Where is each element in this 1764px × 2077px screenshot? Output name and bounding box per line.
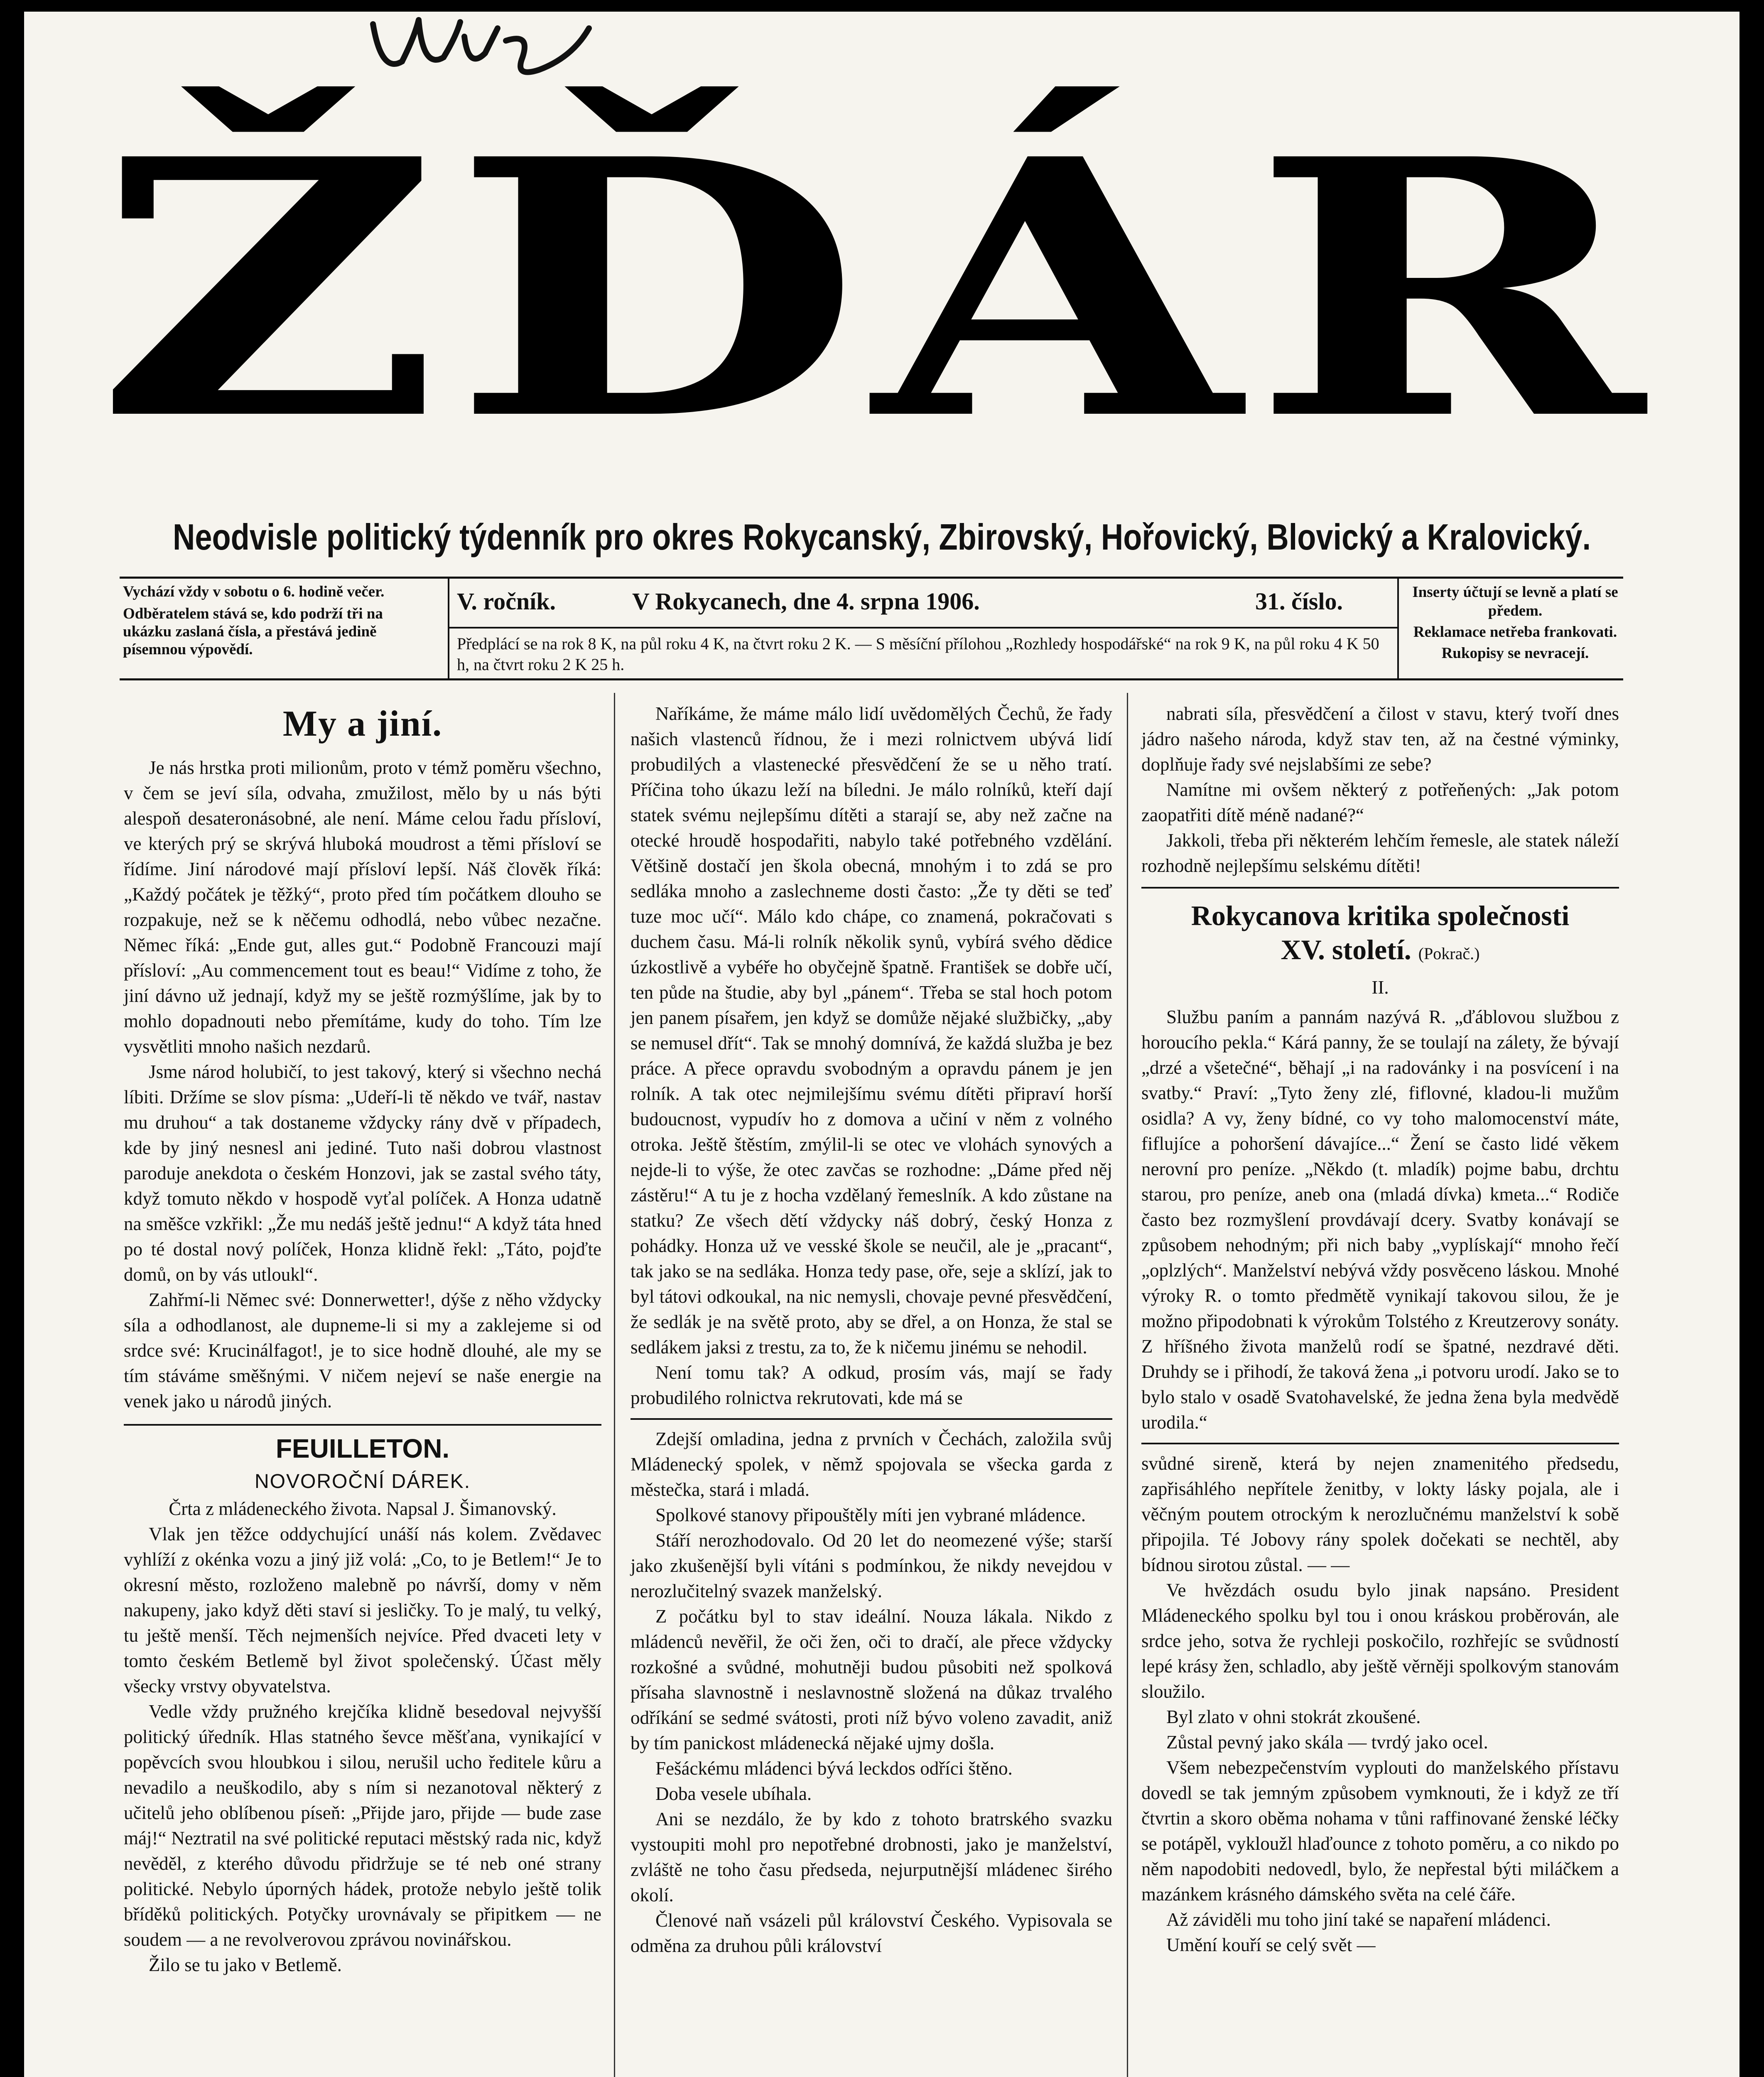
publication-terms	[120, 579, 435, 678]
column-3	[1141, 701, 1619, 1958]
paragraph: Fešáckému mládenci bývá leckdos odříci štěno.	[655, 1758, 1013, 1779]
paragraph: nabrati síla, přesvědčení a čilost v stavu, který tvoří dnes jádro našeho národa, když stav ten, až na čestné výminky, doplňuje řady své nejslabšími ze sebe?	[1141, 703, 1619, 775]
volume-number: V. ročník.	[457, 588, 556, 615]
article-century: XV. století.	[1281, 934, 1411, 965]
section-divider	[631, 1418, 1112, 1420]
paragraph: Jsme národ holubičí, to jest takový, který si všechno nechá líbiti. Držíme se slov písma: „Udeří-li tě někdo ve tvář, nastav mu druhou“ a tak dostaneme vždycky rány dvě v případech, kde by jiný nesnesl ani jediné. Tuto naši dobrou vlastnost paroduje anekdota o českém Honzovi, jak se zastal svého táty, když tomuto někdo v hospodě vyťal políček. A Honza udatně na směšce vzkřikl: „Že mu nedáš ještě jednu!“ A když táta hned po té dostal nový políček, Honza klidně řekl: „Táto, pojďte domů, on by vás utloukl“.	[124, 1061, 601, 1285]
paragraph: Jakkoli, třeba při některém lehčím řemesle, ale statek náleží rozhodně nejlepšímu selskému dítěti!	[1141, 830, 1619, 876]
section-divider	[124, 1424, 601, 1426]
feuilleton-heading: FEUILLETON.	[275, 1434, 450, 1463]
issue-line	[449, 579, 1397, 629]
complaint-note: Reklamace netřeba frankovati.	[1413, 624, 1617, 641]
paragraph: Ani se nezdálo, že by kdo z tohoto bratrského svazku vystoupiti mohl pro nepotřebné drobnosti, jako je manželství, zvláště ne toho času předseda, nejurputnější mládenec širého okolí.	[631, 1809, 1112, 1905]
issue-number: 31. číslo.	[1255, 588, 1343, 615]
issue-date: V Rokycanech, dne 4. srpna 1906.	[632, 588, 980, 615]
handwritten-annotation	[356, 12, 639, 91]
paragraph: Doba vesele ubíhala.	[655, 1783, 812, 1804]
column-divider	[614, 693, 615, 2077]
issue-info	[448, 579, 1399, 678]
article-title: Rokycanova kritika společnosti	[1191, 900, 1570, 931]
article-title: My a jiní.	[282, 704, 443, 744]
column-1	[124, 701, 601, 1978]
section-number: II.	[1371, 977, 1389, 998]
feuilleton-title: NOVOROČNÍ DÁREK.	[254, 1471, 471, 1493]
paragraph: Není tomu tak? A odkud, prosím vás, mají se řady probudilého rolnictva rekrutovati, kde má se	[631, 1362, 1112, 1408]
paragraph: Zdejší omladina, jedna z prvních v Čechách, založila svůj Mládenecký spolek, v němž spojovala se všecka garda z městečka, stará i mladá.	[631, 1429, 1112, 1500]
section-divider	[1141, 887, 1619, 889]
paragraph: Zahřmí-li Němec své: Donnerwetter!, dýše z něho vždycky síla a odhodlanost, ale dupneme-li si my a zaklejeme si od srdce své: Krucinálfagot!, je to sice hodně dlouhé, ale my se tím stáváme směšnými. V ničem nejeví se naše energie na venek jako u národů jiných.	[124, 1289, 601, 1412]
paragraph: Zůstal pevný jako skála — tvrdý jako ocel.	[1166, 1732, 1488, 1753]
masthead-title: ŽĎÁR	[95, 83, 1656, 497]
continued-note: (Pokrač.)	[1418, 944, 1480, 963]
paragraph: Ve hvězdách osudu bylo jinak napsáno. President Mládeneckého spolku byl tou i onou kráskou proběrován, ale srdce jeho, sotva že rychleji poskočilo, rozhřejíc se svůdností lepé krásy žen, schladlo, aby ještě věrněji spolkovým stanovám sloužilo.	[1141, 1580, 1619, 1702]
paragraph: Až záviděli mu toho jiní také se napaření mládenci.	[1166, 1909, 1551, 1930]
paragraph: Vedle vždy pružného krejčíka klidně besedoval nejvyšší politický úředník. Hlas statného ševce měšťana, vynikající v popěvcích svou hloubkou i silou, nerušil ucho ředitele kůru a nevadilo a neuškodilo, aby s ním si nezanotoval některý z učitelů jeho oblíbenou píseň: „Přijde jaro, přijde — bude zase máj!“ Neztratil na své politické reputaci městský rada nic, když nevěděl, z kterého důvodu přidržuje se té neb oné strany politické. Nebylo úporných hádek, protože nebylo ještě tolik bříděků politických. Potyčky urovnávaly se připitkem — ne soudem — a ne revolverovou zprávou novinářskou.	[124, 1701, 601, 1950]
advertising-notes	[1407, 579, 1623, 678]
paragraph: Členové naň vsázeli půl království Českého. Vypisovala se odměna za druhou půli království	[631, 1910, 1112, 1956]
paragraph: Službu paním a pannám nazývá R. „ďáblovou službou z horoucího pekla.“ Kárá panny, že se toulají na zálety, že bývají „drzé a všetečné“, běhají „i na radovánky i na posvícení i na svatby.“ Praví: „Tyto ženy zlé, fiflovné, kladou-li mužům osidla? A vy, ženy bídné, co vy toho malomocenství máte, fiflujíce a pohoršení dávajíce...“ Žení se často lidé věkem nerovní pro peníze. „Někdo (t. mladík) pojme babu, drchtu starou, pro peníze, aneb ona (mladá dívka) kmeta...“ Rodiče často bez rozmyšlení provdávají dcery. Svatby konávají se způsobem nehodným; při nich baby „vyplískají“ mnoho řečí „oplzlých“. Manželství nebývá vždy posvěceno láskou. Mnohé výroky R. o tomto předmětě vynikají takovou silou, že je možno připodobnati k výrokům Tolstého z Kreutzerovy sonáty. Z hříšného života manželů rodí se špatné, nezdravé děti. Druhdy se i přihodí, že taková žena „i potvoru urodí. Jako se to bylo stalo v osadě Svatohavelské, že jedna žena byla medvědě urodila.“	[1141, 1007, 1619, 1433]
article-title-line2	[1141, 933, 1619, 971]
publication-schedule: Vychází vždy v sobotu o 6. hodině večer.	[123, 583, 385, 600]
info-bar	[120, 577, 1623, 680]
paragraph: Stáří nerozhodovalo. Od 20 let do neomezené výše; starší jako zkušenější byli vítáni s podmínkou, že nikdy nevejdou v nerozlučitelný svazek manželský.	[631, 1530, 1112, 1601]
paragraph: Byl zlato v ohni stokrát zkoušené.	[1166, 1706, 1421, 1727]
section-divider	[1141, 1443, 1619, 1444]
insert-note: Inserty účtují se levně a platí se předem.	[1412, 584, 1618, 619]
column-divider	[1127, 693, 1128, 2077]
subscription-terms: Odběratelem stává se, kdo podrží tři na ukázku zaslaná čísla, a přestává jedině písemnou výpovědí.	[123, 605, 383, 658]
manuscript-note: Rukopisy se nevracejí.	[1441, 645, 1589, 662]
paragraph: Naříkáme, že máme málo lidí uvědomělých Čechů, že řady našich vlastenců řídnou, že i mezi rolnictvem ubývá lidí probudilých a vlastenecké přesvědčení že se u něho tratí. Příčina toho úkazu leží na bíledni. Je málo rolníků, kteří dají statek svému nejlepšímu dítěti a starají se, aby než začne na otecké hroudě hospodařiti, nabylo také potřebného vzdělání. Většině dostačí jen škola obecná, mnohým i to zdá se pro sedláka mnoho a zaslechneme dosti často: „Že ty děti se teď tuze moc učí“. Málo kdo chápe, co znamená, pokračovati s duchem času. Má-li rolník několik synů, vybírá svého dědice úzkostlivě a vybéře ho obyčejně špatně. František se dobře učí, ten půde na študie, aby byl „pánem“. Třeba se stal hoch potom jen panem písařem, jen když se domůže nějaké službičky, „aby se nemusel dřít“. Tak se mnohý domnívá, že každá služba je bez práce. A přece opravdu svobodným a opravdu pánem je jen rolník. A tak otec nejmilejšímu svému dítěti připraví horší budoucnost, vypudív ho z domova a učiní v něm z volného otroka. Ještě štěstím, zmýlil-li se otec ve vlohách synových a nejde-li to výše, že otec zavčas se rozhodne: „Dáme před něj zástěru!“ A tu je z hocha vzdělaný řemeslník. A kdo zůstane na statku? Ze všech dětí vždycky náš dobrý, český Honza z pohádky. Honza už ve vesské škole se neučil, ale je „pracant“, tak jako se na sedláka. Honza tedy pase, oře, seje a sklízí, jak to byl tátovi odkoukal, na nic nemysli, chovaje pevné přesvědčení, že sedlák je na světě proto, aby se dřel, a on Honza, že stal se sedlákem jaksi z trestu, za to, že k ničemu jinému se nehodil.	[631, 703, 1112, 1358]
newspaper-page	[24, 12, 1739, 2077]
feuilleton-byline: Črta z mládeneckého života. Napsal J. Šimanovský.	[169, 1498, 557, 1519]
paragraph: svůdné sireně, která by nejen znamenitého předsedu, zapřisáhlého nepřítele ženitby, v lokty lásky pojala, ale i věčným poutem otrockým k nerozlučnému manželství k sobě připojila. Té Jobovy rány spolek dočekati se nechtěl, aby bídnou sirotou zůstal. — —	[1141, 1453, 1619, 1575]
paragraph: Je nás hrstka proti milionům, proto v témž poměru všechno, v čem se jeví síla, odvaha, zmužilost, mělo by u nás býti alespoň desateronásobné, ale není. Máme celou řadu přísloví, ve kterých prý se skrývá hluboká moudrost a těmi přísloví se řídíme. Jiní národové mají přísloví lepší. Náš člověk říká: „Každý počátek je těžký“, proto před tím počátkem dlouho se rozpakuje, než se k něčemu odhodlá, nebo vůbec nezačne. Němec říká: „Ende gut, alles gut.“ Podobně Francouzi mají přísloví: „Au commencement tout es beau!“ Vidíme z toho, že jiní dávno už jednají, když my se ještě rozmýšlíme, jak by to mohlo dopadnouti nebo přemítáme, kudy do toho. Tím lze vysvětliti mnoho našich nezdarů.	[124, 757, 601, 1057]
column-2	[631, 701, 1112, 1959]
paragraph: Umění kouří se celý svět —	[1166, 1935, 1376, 1955]
masthead-subtitle: Neodvisle politický týdenník pro okres Rokycanský, Zbirovský, Hořovický, Blovický a Kralovický.	[172, 516, 1591, 557]
paragraph: Vlak jen těžce oddychující unáší nás kolem. Zvědavec vyhlíží z okénka vozu a jiný již volá: „Co, to je Betlem!“ Je to okresní město, rozloženo malebně po návrší, domy v něm nakupeny, jako když děti staví si jesličky. To je malý, tu velký, tu ještě menší. Těch nejmenších nejvíce. Před dvaceti lety v tomto českém Betlemě byl život společenský. Účast měly všecky vrstvy obyvatelstva.	[124, 1524, 601, 1696]
subscription-pricing: Předplácí se na rok 8 K, na půl roku 4 K, na čtvrt roku 2 K. — S měsíční přílohou „Rozhledy hospodářské“ na rok 9 K, na půl roku 4 K 50 h, na čtvrt roku 2 K 25 h.	[457, 634, 1379, 674]
paragraph: Žilo se tu jako v Betlemě.	[149, 1954, 342, 1975]
paragraph: Z počátku byl to stav ideální. Nouza lákala. Nikdo z mládenců nevěřil, že oči žen, oči to dračí, ale přece vždycky rozkošné a svůdné, mohutněji budou působiti než spolková přísaha slavnostně i neslavnostně složená na důkaz trvalého odříkání se sedmé svátosti, proti níž bývo voleno zavadit, aniž by tím panickost mládenecká nějaké ujmy došla.	[631, 1606, 1112, 1753]
paragraph: Všem nebezpečenstvím vyplouti do manželského přístavu dovedl se tak jemným způsobem vymknouti, že i když ze tří čtvrtin a skoro oběma nohama v tůni raffinované ženské léčky se potápěl, vykloužl hlaďounce z tohoto poměru, a co nikdo po něm napodobiti nedovedl, bylo, že nepřestal býti miláčkem a mazánkem krásného dámského světa na celé čáře.	[1141, 1757, 1619, 1905]
paragraph: Spolkové stanovy připouštěly míti jen vybrané mládence.	[655, 1505, 1086, 1525]
paragraph: Namítne mi ovšem některý z potřeňených: „Jak potom zaopatřiti dítě méně nadané?“	[1141, 779, 1619, 825]
